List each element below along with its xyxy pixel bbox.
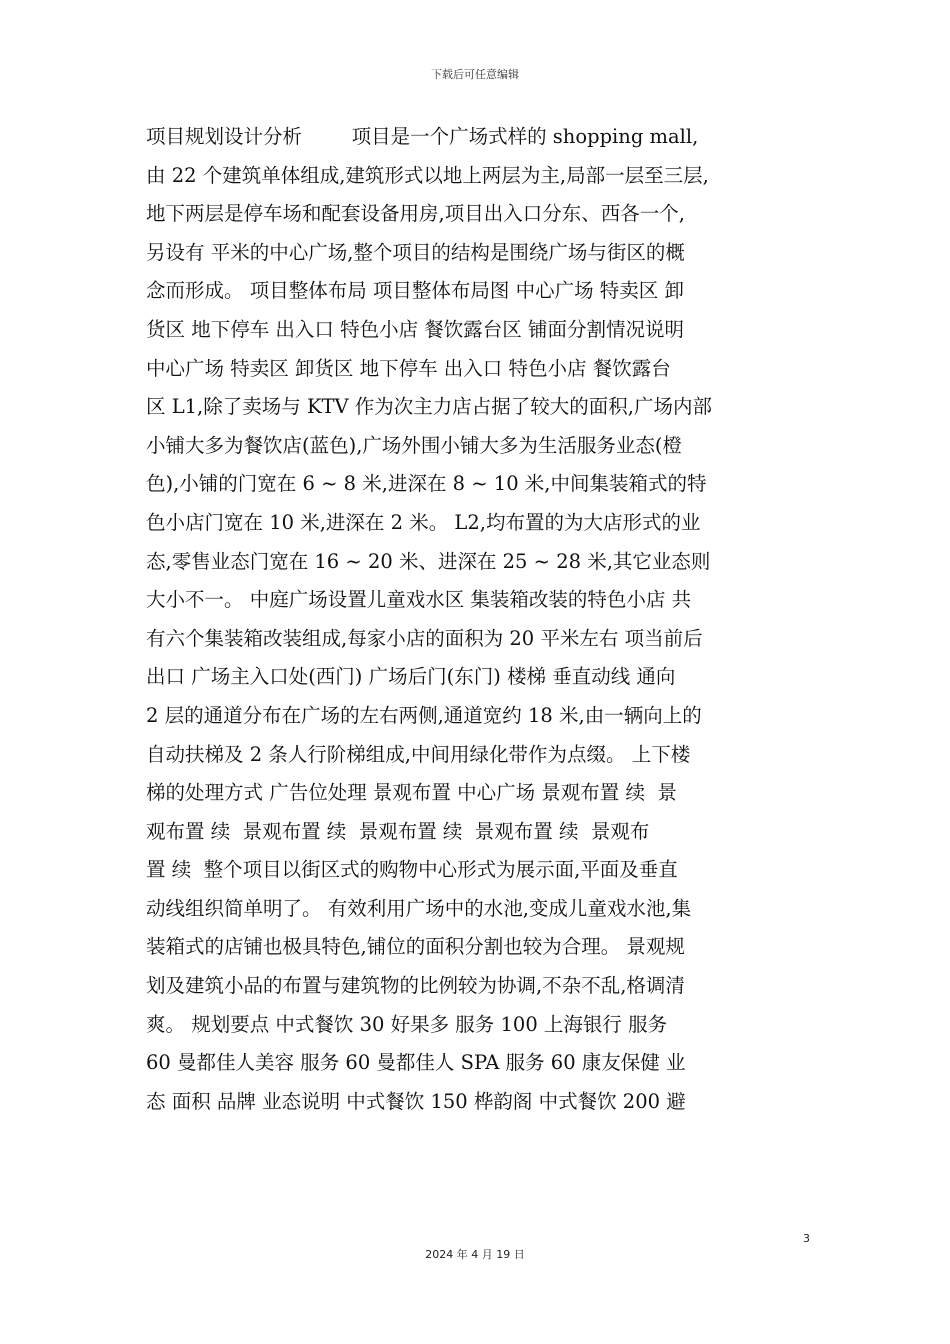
body-line: 态,零售业态门宽在 16 ~ 20 米、进深在 25 ~ 28 米,其它业态则 xyxy=(146,549,711,573)
page-number: 3 xyxy=(803,1232,810,1245)
body-line: 有六个集装箱改装组成,每家小店的面积为 20 平米左右 项当前后 xyxy=(146,626,703,650)
body-line: 区 L1,除了卖场与 KTV 作为次主力店占据了较大的面积,广场内部 xyxy=(146,395,713,419)
body-line: 装箱式的店铺也极具特色,铺位的面积分割也较为合理。 景观规 xyxy=(146,935,685,959)
body-line: 观布置 续 景观布置 续 景观布置 续 景观布置 续 景观布 xyxy=(146,819,650,843)
body-line: 色),小铺的门宽在 6 ~ 8 米,进深在 8 ~ 10 米,中间集装箱式的特 xyxy=(146,472,707,496)
body-line: 大小不一。 中庭广场设置儿童戏水区 集装箱改装的特色小店 共 xyxy=(146,588,692,612)
body-line: 动线组织简单明了。 有效利用广场中的水池,变成儿童戏水池,集 xyxy=(146,896,692,920)
body-line: 爽。 规划要点 中式餐饮 30 好果多 服务 100 上海银行 服务 xyxy=(146,1012,668,1036)
body-line: 项目规划设计分析 项目是一个广场式样的 shopping mall, xyxy=(146,125,699,148)
body-line: 地下两层是停车场和配套设备用房,项目出入口分东、西各一个, xyxy=(146,202,685,226)
body-line: 梯的处理方式 广告位处理 景观布置 中心广场 景观布置 续 景 xyxy=(146,781,677,805)
footer-date: 2024 年 4 月 19 日 xyxy=(425,1248,525,1261)
body-line: 另设有 平米的中心广场,整个项目的结构是围绕广场与街区的概 xyxy=(146,240,685,264)
body-line: 出口 广场主入口处(西门) 广场后门(东门) 楼梯 垂直动线 通向 xyxy=(146,665,676,689)
body-line: 色小店门宽在 10 米,进深在 2 米。 L2,均布置的为大店形式的业 xyxy=(146,510,701,534)
body-line: 2 层的通道分布在广场的左右两侧,通道宽约 18 米,由一辆向上的 xyxy=(146,703,702,727)
body-line: 态 面积 品牌 业态说明 中式餐饮 150 桦韵阁 中式餐饮 200 避 xyxy=(146,1089,686,1113)
body-line: 划及建筑小品的布置与建筑物的比例较为协调,不杂不乱,格调清 xyxy=(146,974,685,998)
page-header: 下载后可任意编辑 xyxy=(431,68,519,81)
body-line: 中心广场 特卖区 卸货区 地下停车 出入口 特色小店 餐饮露台 xyxy=(146,356,671,380)
body-line: 自动扶梯及 2 条人行阶梯组成,中间用绿化带作为点缀。 上下楼 xyxy=(146,742,691,766)
body-line: 置 续 整个项目以街区式的购物中心形式为展示面,平面及垂直 xyxy=(146,858,678,882)
body-line: 小铺大多为餐饮店(蓝色),广场外围小铺大多为生活服务业态(橙 xyxy=(146,433,683,457)
body-line: 货区 地下停车 出入口 特色小店 餐饮露台区 铺面分割情况说明 xyxy=(146,317,684,341)
body-line: 由 22 个建筑单体组成,建筑形式以地上两层为主,局部一层至三层, xyxy=(146,163,709,187)
body-line: 60 曼都佳人美容 服务 60 曼都佳人 SPA 服务 60 康友保健 业 xyxy=(146,1051,686,1075)
body-line: 念而形成。 项目整体布局 项目整体布局图 中心广场 特卖区 卸 xyxy=(146,279,684,303)
body-paragraph xyxy=(146,118,810,1121)
